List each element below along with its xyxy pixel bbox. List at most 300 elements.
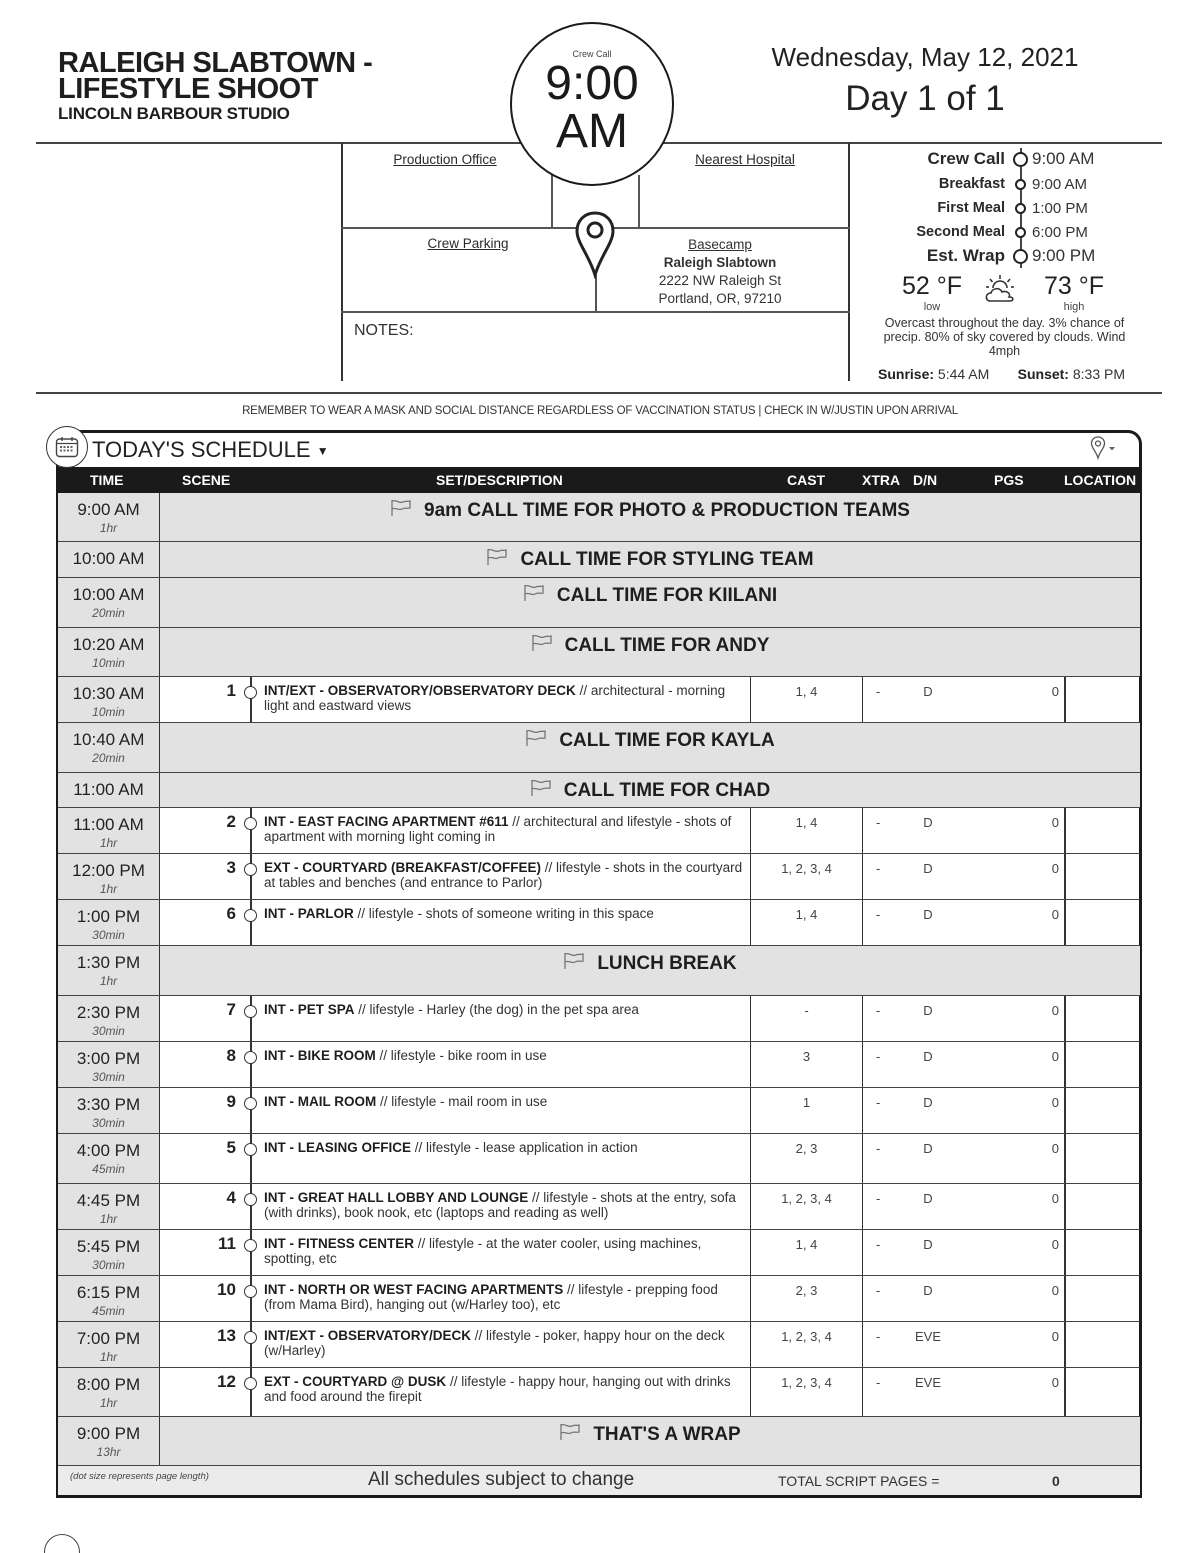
- scene-desc-text: // lifestyle - mail room in use: [376, 1094, 548, 1109]
- xtra-cell: -: [876, 1095, 881, 1110]
- cast-cell: 1, 2, 3, 4: [750, 854, 863, 899]
- timeline-label: First Meal: [937, 200, 1005, 216]
- scene-description: [264, 1282, 750, 1312]
- cast-cell: -: [750, 996, 863, 1041]
- scene-description: [264, 860, 750, 890]
- timeline-label: Crew Call: [927, 149, 1005, 168]
- page-length-dot-icon: [244, 1051, 257, 1064]
- location-cell-divider: [1064, 1276, 1066, 1321]
- day-night-cell: D: [923, 907, 933, 922]
- scene-timeline-line: [250, 900, 252, 945]
- scene-desc-text: // lifestyle - lease application in action: [411, 1140, 638, 1155]
- col-header-dn[interactable]: D/N: [913, 472, 938, 488]
- row-time: 4:45 PM: [76, 1191, 141, 1210]
- location-cell-divider: [1064, 1368, 1066, 1416]
- xtra-cell: -: [876, 861, 881, 876]
- temp-low-label: low: [923, 301, 941, 313]
- scene-description: [264, 1374, 750, 1404]
- row-duration: 13hr: [96, 1445, 121, 1459]
- timeline-dot-icon: [1015, 179, 1026, 190]
- col-header-xtra[interactable]: XTRA: [862, 472, 901, 488]
- timeline-item: [855, 222, 1155, 246]
- scene-desc-text: // lifestyle - at the water cooler, using machines, spotting, etc: [264, 1236, 702, 1266]
- row-duration: 1hr: [99, 882, 118, 896]
- sunset-time: 8:33 PM: [1072, 366, 1125, 382]
- scene-number: 4: [226, 1188, 236, 1207]
- row-duration: 1hr: [99, 1396, 118, 1410]
- pages-cell: 0: [1051, 907, 1059, 922]
- page-length-dot-icon: [244, 1239, 257, 1252]
- timeline-dot-icon: [1015, 227, 1026, 238]
- cast-cell: 1, 4: [750, 677, 863, 722]
- schedule-banner-row[interactable]: [58, 773, 1140, 808]
- nearest-hospital-link[interactable]: Nearest Hospital: [695, 152, 795, 167]
- col-header-cast[interactable]: CAST: [787, 472, 826, 488]
- row-time: 2:30 PM: [76, 1003, 141, 1022]
- scene-number: 3: [226, 858, 236, 877]
- date-block: [760, 42, 1090, 119]
- row-duration: 1hr: [99, 974, 118, 988]
- pages-cell: 0: [1051, 1329, 1059, 1344]
- pages-cell: 0: [1051, 1003, 1059, 1018]
- xtra-cell: -: [876, 907, 881, 922]
- scene-description: [264, 814, 750, 844]
- scene-number: 2: [226, 812, 236, 831]
- production-title-block: [58, 47, 478, 124]
- banner-text: 9am CALL TIME FOR PHOTO & PRODUCTION TEAMS: [424, 500, 910, 522]
- schedule-scene-row[interactable]: [58, 900, 1140, 946]
- time-cell: [58, 854, 160, 899]
- row-time: 4:00 PM: [76, 1141, 141, 1160]
- scene-number: 12: [217, 1372, 236, 1391]
- pages-cell: 0: [1051, 861, 1059, 876]
- schedule-banner-row[interactable]: [58, 542, 1140, 578]
- location-cell-divider: [1064, 1184, 1066, 1229]
- chevron-down-icon: ▼: [316, 444, 329, 459]
- grid-divider: [551, 175, 553, 227]
- scene-timeline-line: [250, 1184, 252, 1229]
- schedule-scene-row[interactable]: [58, 808, 1140, 854]
- scene-desc-text: // lifestyle - shots of someone writing in this space: [353, 906, 654, 921]
- location-cell-divider: [1064, 854, 1066, 899]
- timeline-time: 1:00 PM: [1032, 200, 1088, 217]
- schedule-disclaimer: All schedules subject to change: [368, 1469, 635, 1490]
- timeline-item: [855, 245, 1155, 269]
- row-duration: 20min: [92, 606, 125, 620]
- crew-parking-link[interactable]: Crew Parking: [427, 236, 509, 251]
- scene-description: [264, 1190, 750, 1220]
- scene-set: INT - PARLOR: [264, 906, 354, 921]
- cast-cell: 2, 3: [750, 1276, 863, 1321]
- scene-set: EXT - COURTYARD (BREAKFAST/COFFEE): [264, 860, 542, 875]
- pages-cell: 0: [1051, 1375, 1059, 1390]
- time-cell: [58, 1184, 160, 1229]
- row-time: 8:00 PM: [76, 1375, 141, 1394]
- timeline-label: Second Meal: [916, 224, 1005, 240]
- schedule-scene-row[interactable]: [58, 1088, 1140, 1134]
- row-time: 10:00 AM: [72, 585, 145, 604]
- row-time: 11:00 AM: [73, 780, 144, 799]
- day-night-cell: D: [923, 1191, 933, 1206]
- location-cell-divider: [1064, 1088, 1066, 1133]
- banner-text: CALL TIME FOR STYLING TEAM: [520, 549, 814, 571]
- schedule-scene-row[interactable]: [58, 1184, 1140, 1230]
- row-duration: 30min: [92, 1070, 125, 1084]
- partly-cloudy-icon: [982, 274, 1018, 309]
- scene-desc-text: // lifestyle - shots in the courtyard at tables and benches (and entrance to Parlor): [264, 860, 743, 890]
- production-office-link[interactable]: Production Office: [393, 152, 497, 167]
- schedule-banner-row[interactable]: [58, 628, 1140, 677]
- flag-icon: [390, 499, 412, 523]
- scene-timeline-line: [250, 1368, 252, 1416]
- timeline-item: [855, 148, 1155, 172]
- location-cell-divider: [1064, 1322, 1066, 1367]
- location-cell-divider: [1064, 1230, 1066, 1275]
- scene-number: 10: [217, 1280, 236, 1299]
- row-time: 3:30 PM: [76, 1095, 141, 1114]
- timeline-time: 9:00 PM: [1032, 246, 1096, 265]
- col-header-scene[interactable]: SCENE: [182, 472, 231, 488]
- shoot-date: Wednesday, May 12, 2021: [771, 42, 1079, 72]
- scene-set: INT/EXT - OBSERVATORY/DECK: [264, 1328, 472, 1343]
- schedule-banner-row[interactable]: [58, 723, 1140, 773]
- cast-cell: 1, 4: [750, 1230, 863, 1275]
- basecamp-link[interactable]: Basecamp: [688, 237, 752, 252]
- row-duration: 30min: [92, 928, 125, 942]
- page-length-dot-icon: [244, 1285, 257, 1298]
- sun-times: [872, 366, 1137, 382]
- dot-size-note: (dot size represents page length): [70, 1471, 209, 1482]
- crew-call-time: 9:00: [545, 57, 639, 110]
- scene-set: INT - BIKE ROOM: [264, 1048, 376, 1063]
- scene-timeline-line: [250, 1042, 252, 1087]
- day-night-cell: D: [923, 684, 933, 699]
- flag-icon: [559, 1423, 581, 1447]
- time-cell: [58, 946, 160, 995]
- banner-text: THAT'S A WRAP: [593, 1424, 741, 1446]
- day-night-cell: D: [923, 1049, 933, 1064]
- banner-text-cell: [160, 729, 1140, 753]
- banner-text-cell: [160, 952, 1140, 976]
- col-header-time[interactable]: TIME: [90, 472, 124, 488]
- xtra-cell: -: [876, 1237, 881, 1252]
- location-cell-divider: [1064, 1042, 1066, 1087]
- scene-timeline-line: [250, 1230, 252, 1275]
- cast-cell: 1, 4: [750, 900, 863, 945]
- row-duration: 1hr: [99, 836, 118, 850]
- pages-cell: 0: [1051, 1237, 1059, 1252]
- banner-text: CALL TIME FOR ANDY: [564, 635, 770, 657]
- flag-icon: [531, 634, 553, 658]
- schedule-banner-row[interactable]: [58, 578, 1140, 628]
- schedule-scene-row[interactable]: [58, 1368, 1140, 1417]
- grid-divider: [638, 175, 640, 227]
- row-time: 6:15 PM: [76, 1283, 141, 1302]
- xtra-cell: -: [876, 1049, 881, 1064]
- day-count: Day 1 of 1: [845, 79, 1005, 118]
- location-cell-divider: [1064, 808, 1066, 853]
- time-cell: [58, 1322, 160, 1367]
- scene-description: [264, 1236, 750, 1266]
- scene-desc-text: // lifestyle - bike room in use: [375, 1048, 547, 1063]
- scene-timeline-line: [250, 1322, 252, 1367]
- row-duration: 1hr: [99, 1350, 118, 1364]
- scene-description: [264, 1048, 750, 1063]
- banner-text: CALL TIME FOR CHAD: [563, 780, 771, 802]
- schedule-scene-row[interactable]: [58, 1042, 1140, 1088]
- schedule-scene-row[interactable]: [58, 1230, 1140, 1276]
- page-length-dot-icon: [244, 817, 257, 830]
- scene-desc-text: // architectural and lifestyle - shots of apartment with morning light coming in: [264, 814, 732, 844]
- schedule-scene-row[interactable]: [58, 854, 1140, 900]
- page-length-dot-icon: [244, 1005, 257, 1018]
- scene-set: INT - EAST FACING APARTMENT #611: [264, 814, 509, 829]
- banner-text-cell: [160, 584, 1140, 608]
- banner-text-cell: [160, 548, 1140, 572]
- schedule-scene-row[interactable]: [58, 1276, 1140, 1322]
- location-filter-button[interactable]: [1090, 436, 1120, 465]
- page-length-dot-icon: [244, 909, 257, 922]
- scene-set: INT - LEASING OFFICE: [264, 1140, 411, 1155]
- day-night-cell: D: [923, 1003, 933, 1018]
- basecamp-block: [630, 236, 810, 308]
- page-length-dot-icon: [244, 1193, 257, 1206]
- time-cell: [58, 1134, 160, 1183]
- crew-call-ampm: AM: [556, 105, 628, 158]
- scene-timeline-line: [250, 854, 252, 899]
- scene-description: [264, 906, 750, 921]
- pages-cell: 0: [1051, 684, 1059, 699]
- scene-number: 1: [226, 681, 236, 700]
- location-cell-divider: [1064, 1134, 1066, 1183]
- pages-cell: 0: [1051, 815, 1059, 830]
- scene-number: 13: [217, 1326, 236, 1345]
- cast-cell: 1: [750, 1088, 863, 1133]
- banner-text: CALL TIME FOR KAYLA: [559, 730, 775, 752]
- row-time: 10:30 AM: [72, 684, 145, 703]
- scene-description: [264, 1094, 750, 1109]
- row-duration: 30min: [92, 1024, 125, 1038]
- xtra-cell: -: [876, 1141, 881, 1156]
- timeline-time: 6:00 PM: [1032, 224, 1088, 241]
- row-duration: 30min: [92, 1116, 125, 1130]
- schedule-title-dropdown[interactable]: [92, 437, 329, 463]
- time-cell: [58, 578, 160, 627]
- time-cell: [58, 628, 160, 676]
- schedule-banner-row[interactable]: [58, 1417, 1140, 1466]
- day-night-cell: D: [923, 815, 933, 830]
- cast-cell: 2, 3: [750, 1134, 863, 1183]
- schedule-banner-row[interactable]: [58, 946, 1140, 996]
- time-cell: [58, 542, 160, 577]
- banner-text-cell: [160, 499, 1140, 523]
- scene-number: 5: [226, 1138, 236, 1157]
- banner-text: LUNCH BREAK: [597, 953, 737, 975]
- day-night-cell: EVE: [914, 1329, 941, 1344]
- scene-set: EXT - COURTYARD @ DUSK: [264, 1374, 447, 1389]
- scene-desc-text: // lifestyle - prepping food (from Mama Bird), hanging out (w/Harley too), etc: [264, 1282, 718, 1312]
- pages-cell: 0: [1051, 1141, 1059, 1156]
- row-time: 9:00 PM: [76, 1424, 141, 1443]
- xtra-cell: -: [876, 815, 881, 830]
- xtra-cell: -: [876, 1329, 881, 1344]
- basecamp-address-line2: Portland, OR, 97210: [658, 291, 782, 306]
- time-cell: [58, 808, 160, 853]
- scene-desc-text: // lifestyle - happy hour, hanging out with drinks and food around the firepit: [264, 1374, 731, 1404]
- row-time: 3:00 PM: [76, 1049, 141, 1068]
- cast-cell: 1, 2, 3, 4: [750, 1368, 863, 1416]
- timeline-item: [855, 174, 1155, 198]
- weather-description: Overcast throughout the day. 3% chance of precip. 80% of sky covered by clouds. Wind 4mph: [883, 316, 1126, 358]
- safety-banner: REMEMBER TO WEAR A MASK AND SOCIAL DISTANCE REGARDLESS OF VACCINATION STATUS | CHECK IN W/JUSTIN UPON ARRIVAL: [242, 405, 958, 417]
- header-bottom-divider: [36, 392, 1162, 394]
- xtra-cell: -: [876, 1191, 881, 1206]
- location-cell-divider: [1064, 996, 1066, 1041]
- scene-set: INT - FITNESS CENTER: [264, 1236, 415, 1251]
- row-time: 12:00 PM: [72, 861, 145, 880]
- map-pin-icon: [575, 211, 615, 284]
- time-cell: [58, 723, 160, 772]
- page-length-dot-icon: [244, 863, 257, 876]
- time-cell: [58, 1368, 160, 1416]
- scene-desc-text: // lifestyle - poker, happy hour on the deck (w/Harley): [264, 1328, 725, 1358]
- row-duration: 1hr: [99, 521, 118, 535]
- schedule-title: TODAY'S SCHEDULE: [92, 437, 311, 462]
- time-cell: [58, 773, 160, 807]
- scene-desc-text: // lifestyle - Harley (the dog) in the pet spa area: [354, 1002, 639, 1017]
- day-night-cell: D: [923, 1237, 933, 1252]
- xtra-cell: -: [876, 1003, 881, 1018]
- row-time: 1:30 PM: [76, 953, 141, 972]
- page-length-dot-icon: [244, 1097, 257, 1110]
- xtra-cell: -: [876, 1375, 881, 1390]
- row-duration: 45min: [92, 1162, 125, 1176]
- temp-low: 52 °F: [901, 272, 963, 300]
- banner-text-cell: [160, 634, 1140, 658]
- temp-high-label: high: [1063, 301, 1085, 313]
- notes-label: NOTES:: [354, 322, 414, 339]
- col-header-pgs[interactable]: PGS: [994, 472, 1024, 488]
- row-duration: 10min: [92, 705, 125, 719]
- time-cell: [58, 1276, 160, 1321]
- crew-call-badge: [510, 22, 674, 186]
- time-cell: [58, 1088, 160, 1133]
- sunset-label: Sunset:: [1017, 366, 1069, 382]
- timeline-dot-icon: [1013, 152, 1028, 167]
- schedule-banner-row[interactable]: [58, 493, 1140, 542]
- time-cell: [58, 677, 160, 722]
- cast-cell: 1, 4: [750, 808, 863, 853]
- timeline-item: [855, 198, 1155, 222]
- timeline-dot-icon: [1015, 203, 1026, 214]
- page-length-dot-icon: [244, 1331, 257, 1344]
- scene-number: 7: [226, 1000, 236, 1019]
- day-night-cell: EVE: [914, 1375, 941, 1390]
- total-pages-value: 0: [1052, 1473, 1060, 1489]
- location-cell-divider: [1064, 900, 1066, 945]
- schedule-scene-row[interactable]: [58, 677, 1140, 723]
- row-time: 10:20 AM: [72, 635, 145, 654]
- scene-timeline-line: [250, 1134, 252, 1183]
- day-night-cell: D: [923, 1283, 933, 1298]
- basecamp-name: Raleigh Slabtown: [663, 255, 777, 270]
- schedule-scene-row[interactable]: [58, 1322, 1140, 1368]
- scene-desc-text: // architectural - morning light and eastward views: [264, 683, 726, 713]
- col-header-set-description[interactable]: SET/DESCRIPTION: [436, 472, 563, 488]
- page-length-dot-icon: [244, 1377, 257, 1390]
- day-night-cell: D: [923, 861, 933, 876]
- scene-number: 6: [226, 904, 236, 923]
- basecamp-address-line1: 2222 NW Raleigh St: [658, 273, 782, 288]
- banner-text-cell: [160, 779, 1140, 803]
- time-cell: [58, 900, 160, 945]
- pages-cell: 0: [1051, 1095, 1059, 1110]
- row-time: 11:00 AM: [73, 815, 144, 834]
- banner-text-cell: [160, 1423, 1140, 1447]
- flag-icon: [525, 729, 547, 753]
- timeline-dot-icon: [1013, 249, 1028, 264]
- time-cell: [58, 1042, 160, 1087]
- scene-timeline-line: [250, 996, 252, 1041]
- scene-description: [264, 683, 750, 713]
- xtra-cell: -: [876, 1283, 881, 1298]
- time-cell: [58, 1230, 160, 1275]
- col-header-location[interactable]: LOCATION: [1064, 472, 1137, 488]
- crew-call-label: Crew Call: [572, 49, 612, 59]
- schedule-scene-row[interactable]: [58, 1134, 1140, 1184]
- scene-timeline-line: [250, 1276, 252, 1321]
- scene-set: INT - PET SPA: [264, 1002, 355, 1017]
- row-duration: 30min: [92, 1258, 125, 1272]
- row-duration: 1hr: [99, 1212, 118, 1226]
- production-title-line2: LIFESTYLE SHOOT: [58, 73, 318, 105]
- temp-high: 73 °F: [1043, 272, 1105, 300]
- timeline-label: Breakfast: [938, 176, 1005, 192]
- scene-timeline-line: [250, 1088, 252, 1133]
- time-cell: [58, 1417, 160, 1465]
- row-duration: 45min: [92, 1304, 125, 1318]
- day-night-cell: D: [923, 1095, 933, 1110]
- pages-cell: 0: [1051, 1283, 1059, 1298]
- scene-description: [264, 1002, 750, 1017]
- row-time: 10:00 AM: [72, 549, 145, 568]
- calendar-icon[interactable]: [46, 426, 88, 468]
- page-length-dot-icon: [244, 1143, 257, 1156]
- timeline-label: Est. Wrap: [926, 246, 1005, 265]
- page-length-dot-icon: [244, 686, 257, 699]
- sunrise-label: Sunrise:: [878, 366, 935, 382]
- row-duration: 10min: [92, 656, 125, 670]
- total-pages-label: TOTAL SCRIPT PAGES =: [778, 1473, 940, 1489]
- scene-number: 8: [226, 1046, 236, 1065]
- row-time: 1:00 PM: [76, 907, 141, 926]
- flag-icon: [530, 779, 552, 803]
- cast-cell: 1, 2, 3, 4: [750, 1184, 863, 1229]
- schedule-table-header: [58, 467, 1140, 493]
- production-title-line1: RALEIGH SLABTOWN -: [58, 47, 373, 79]
- sunrise-time: 5:44 AM: [937, 366, 990, 382]
- scene-number: 11: [218, 1234, 236, 1253]
- weather-block: [872, 272, 1137, 382]
- time-cell: [58, 996, 160, 1041]
- page-indicator-icon: [44, 1534, 80, 1553]
- banner-text: CALL TIME FOR KIILANI: [556, 585, 778, 607]
- row-time: 9:00 AM: [77, 500, 140, 519]
- schedule-scene-row[interactable]: [58, 996, 1140, 1042]
- flag-icon: [563, 952, 585, 976]
- cast-cell: 3: [750, 1042, 863, 1087]
- row-time: 10:40 AM: [72, 730, 145, 749]
